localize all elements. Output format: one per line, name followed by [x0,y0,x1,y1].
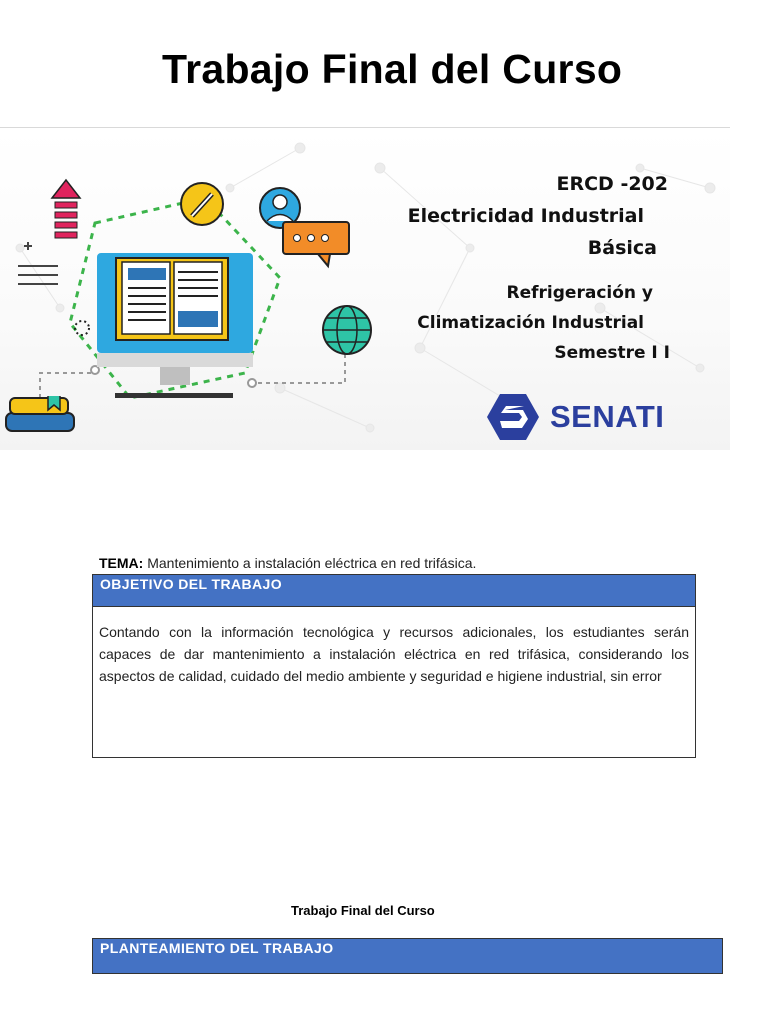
plan-box [92,938,723,974]
objective-box [92,574,696,758]
course-name-line2: Básica [587,237,657,259]
course-code: ERCD -202 [556,173,668,195]
footer-title: Trabajo Final del Curso [291,903,435,918]
loading-ring-icon [75,321,89,335]
tema-value: Mantenimiento a instalación eléctrica en red trifásica. [147,555,477,571]
senati-logo [486,390,664,444]
course-info [350,168,670,368]
arrow-up-icon [52,180,80,238]
objective-text: Contando con la información tecnológica y recursos adicionales, los estudiantes serán capaces de dar mantenimiento a instalación eléctrica en red trifásica, considerando los aspectos de calidad, cuidado del medio ambiente y seguridad e higiene industrial, sin error [99,624,689,684]
semester: Semestre I I [554,343,670,363]
pencil-icon [181,183,223,225]
plan-header: PLANTEAMIENTO DEL TRABAJO [93,939,722,973]
page-title: Trabajo Final del Curso [162,46,623,92]
objective-header: OBJETIVO DEL TRABAJO [93,575,695,607]
tema-label: TEMA: [99,555,144,571]
course-banner [0,128,730,450]
tema-line [99,555,476,571]
career-line2: Climatización Industrial [417,313,644,333]
senati-logo-text: SENATI [550,399,665,434]
chat-icon [283,222,349,266]
senati-logo-icon [486,392,540,442]
career-line1: Refrigeración y [506,283,653,303]
books-icon [6,396,74,431]
course-name-line1: Electricidad Industrial [407,205,644,227]
